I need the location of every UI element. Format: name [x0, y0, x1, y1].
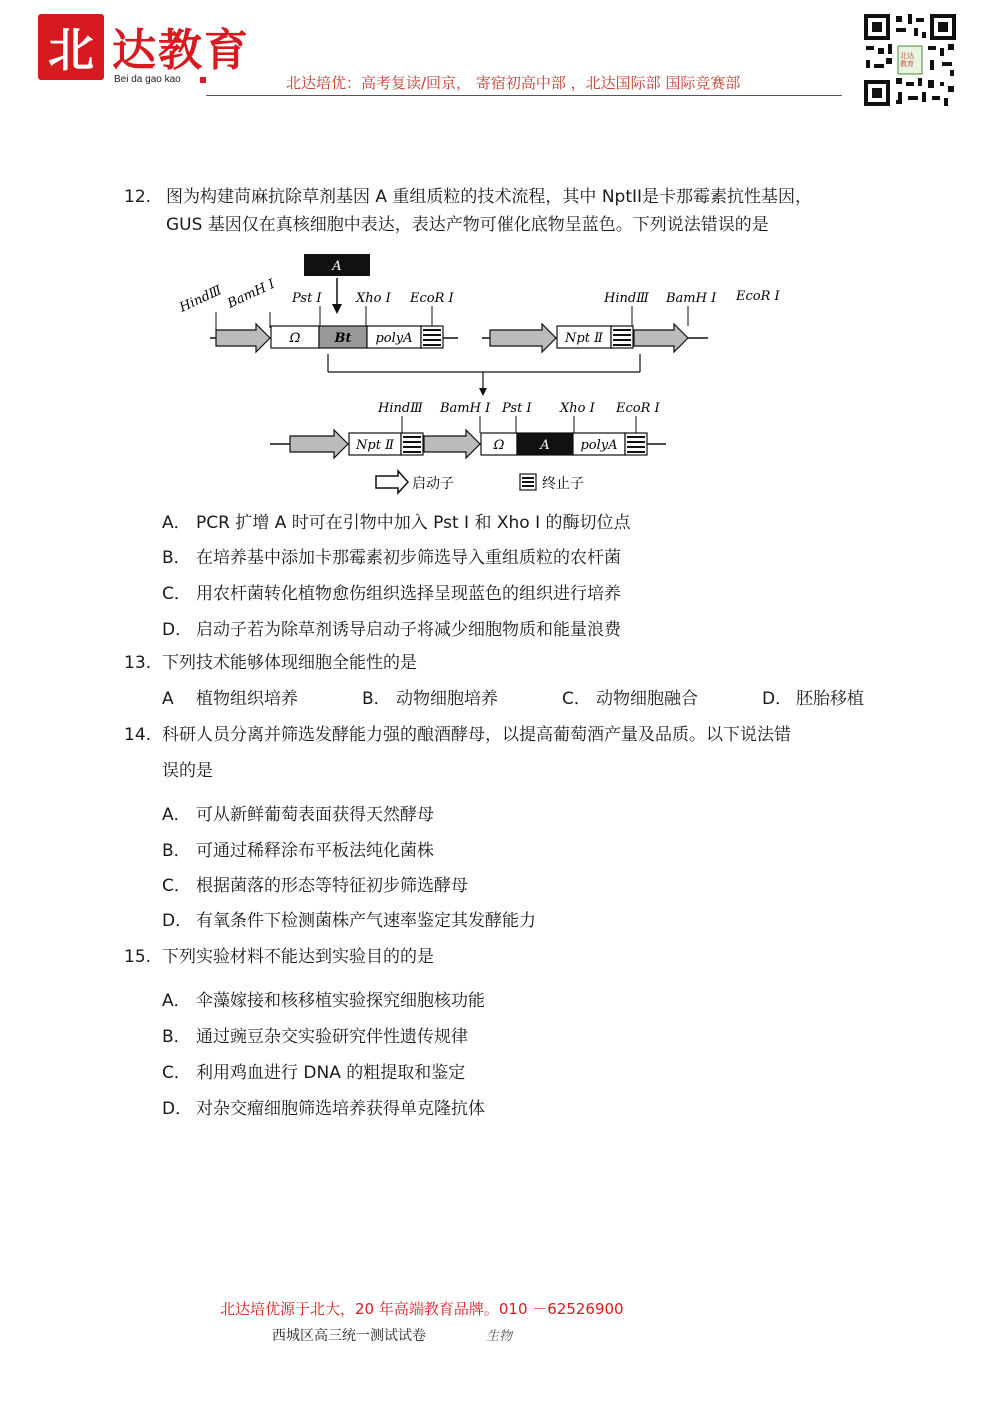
seg-left-polya: polyA: [375, 331, 413, 346]
site-right-hind: HindⅢ: [604, 291, 649, 306]
header-slogan: 北达培优：高考复读/回京， 寄宿初高中部 ，北达国际部 国际竞赛部: [286, 74, 741, 92]
seg-left-bt: Bt: [334, 331, 352, 346]
promoter-arrow-bottom-1: [290, 430, 348, 458]
q12-option-c: C． 用农杆菌转化植物愈伤组织选择呈现蓝色的组织进行培养: [162, 584, 621, 604]
q14-option-c: C． 根据菌落的形态等特征初步筛选酵母: [162, 876, 468, 896]
legend-promoter-label: 启动子: [412, 476, 454, 492]
q13-number: 13.: [124, 653, 152, 673]
q15-option-a: A． 伞藻嫁接和核移植实验探究细胞核功能: [162, 991, 485, 1011]
q12-option-a: A． PCR 扩增 A 时可在引物中加入 Pst Ⅰ 和 Xho Ⅰ 的酶切位点: [162, 513, 631, 533]
footer-exam-title: 西城区高三统一测试试卷: [272, 1328, 426, 1344]
seg-bottom-omega: Ω: [493, 438, 505, 453]
q14-option-d: D． 有氧条件下检测菌株产气速率鉴定其发酵能力: [162, 911, 536, 931]
promoter-arrow-right-1: [490, 324, 556, 352]
q12-option-d: D． 启动子若为除草剂诱导启动子将减少细胞物质和能量浪费: [162, 620, 621, 640]
seg-bottom-nptii: Npt Ⅱ: [356, 438, 394, 453]
qr-caption: 北达教育: [900, 52, 914, 68]
seg-left-omega: Ω: [289, 331, 301, 346]
site-left-hind: HindⅢ: [177, 283, 225, 316]
site-left-bamh: BamH Ⅰ: [225, 276, 278, 312]
q12-number: 12.: [124, 187, 152, 207]
q12-option-b: B． 在培养基中添加卡那霉素初步筛选导入重组质粒的农杆菌: [162, 548, 621, 568]
q14-option-a: A． 可从新鲜葡萄表面获得天然酵母: [162, 805, 434, 825]
q15-option-d: D． 对杂交瘤细胞筛选培养获得单克隆抗体: [162, 1099, 485, 1119]
q14-option-b: B． 可通过稀释涂布平板法纯化菌株: [162, 841, 434, 861]
q15-option-b: B． 通过豌豆杂交实验研究伴性遗传规律: [162, 1027, 468, 1047]
promoter-arrow-right-2: [634, 324, 688, 352]
site-bottom-ecor: EcoR Ⅰ: [616, 401, 660, 416]
brand-name: 达教育: [112, 25, 250, 76]
header-divider: [206, 95, 842, 96]
seg-bottom-polya: polyA: [580, 438, 618, 453]
promoter-arrow-left: [216, 324, 270, 352]
site-right-bamh: BamH Ⅰ: [666, 291, 717, 306]
brand-dot: [200, 77, 206, 83]
q12-stem-line2: GUS 基因仅在真核细胞中表达，表达产物可催化底物呈蓝色。下列说法错误的是: [166, 215, 769, 235]
site-left-pst: Pst Ⅰ: [292, 291, 322, 306]
gene-a-label: A: [332, 259, 342, 274]
seg-bottom-a: A: [540, 438, 550, 453]
footer-handwriting: 生物: [486, 1329, 513, 1344]
site-left-xho: Xho Ⅰ: [356, 291, 391, 306]
legend-promoter-icon: [376, 471, 408, 493]
legend-terminator-label: 终止子: [542, 476, 584, 492]
q14-stem-line1: 科研人员分离并筛选发酵能力强的酿酒酵母，以提高葡萄酒产量及品质。以下说法错: [162, 725, 791, 745]
site-bottom-hind: HindⅢ: [378, 401, 423, 416]
site-bottom-pst: Pst Ⅰ: [502, 401, 532, 416]
q13-stem: 下列技术能够体现细胞全能性的是: [162, 653, 417, 673]
q12-stem-line1: 图为构建苘麻抗除草剂基因 A 重组质粒的技术流程，其中 NptII是卡那霉素抗性基因，: [166, 187, 813, 207]
brand-subtitle: Bei da gao kao: [114, 74, 181, 85]
q15-option-c: C． 利用鸡血进行 DNA 的粗提取和鉴定: [162, 1063, 466, 1083]
logo-mark: 北: [38, 14, 104, 80]
plasmid-construction-diagram: [170, 250, 780, 500]
q13-option-d: D． 胚胎移植: [762, 689, 864, 709]
footer-ad: 北达培优源于北大，20 年高端教育品牌。010 －62526900: [220, 1300, 624, 1318]
q15-stem: 下列实验材料不能达到实验目的的是: [162, 947, 434, 967]
promoter-arrow-bottom-2: [424, 430, 480, 458]
site-right-ecor: EcoR Ⅰ: [736, 289, 780, 304]
q14-number: 14.: [124, 725, 152, 745]
q13-option-a: A 植物组织培养: [162, 689, 298, 709]
site-left-ecor: EcoR Ⅰ: [410, 291, 454, 306]
q15-number: 15.: [124, 947, 152, 967]
q13-option-c: C． 动物细胞融合: [562, 689, 698, 709]
site-bottom-xho: Xho Ⅰ: [560, 401, 595, 416]
q13-option-b: B． 动物细胞培养: [362, 689, 498, 709]
q14-stem-line2: 误的是: [162, 761, 213, 781]
seg-right-nptii: Npt Ⅱ: [565, 331, 603, 346]
site-bottom-bamh: BamH Ⅰ: [440, 401, 491, 416]
